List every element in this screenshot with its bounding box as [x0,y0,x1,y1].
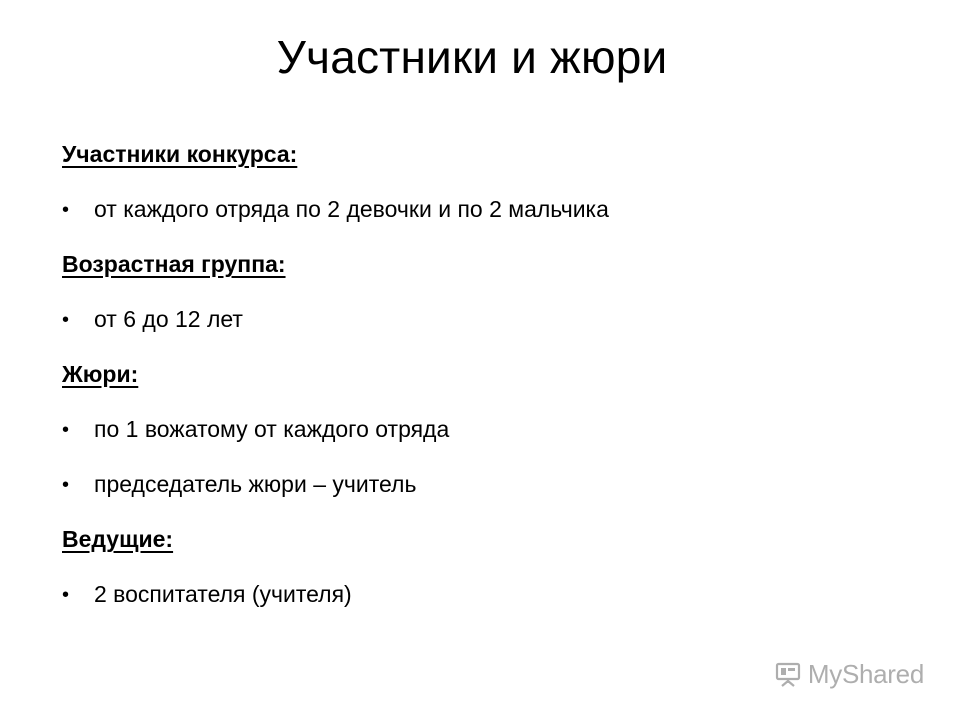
list-item-text: председатель жюри – учитель [94,471,417,497]
bullet-icon: • [62,418,70,441]
list-item [62,402,922,457]
list-item [62,182,922,237]
list-item [62,567,922,622]
bullet-icon: • [62,308,70,331]
list-item-text: по 1 вожатому от каждого отряда [94,416,450,442]
presentation-board-icon [774,662,802,688]
bullet-icon: • [62,583,70,606]
list-item [62,457,922,512]
slide-content [62,127,922,622]
watermark-text: MyShared [807,659,924,689]
list-item-text: от каждого отряда по 2 девочки и по 2 мальчика [94,196,609,222]
myshared-watermark [774,659,924,690]
slide-title: Участники и жюри [276,31,668,83]
bullet-icon: • [62,198,70,221]
list-item-text: 2 воспитателя (учителя) [94,581,352,607]
section-heading-jury: Жюри: [62,361,139,387]
section-heading-age-group: Возрастная группа: [62,251,286,277]
section-heading-participants: Участники конкурса: [62,141,298,167]
list-item [62,292,922,347]
list-item-text: от 6 до 12 лет [94,306,243,332]
bullet-icon: • [62,473,70,496]
section-heading-hosts: Ведущие: [62,526,174,552]
